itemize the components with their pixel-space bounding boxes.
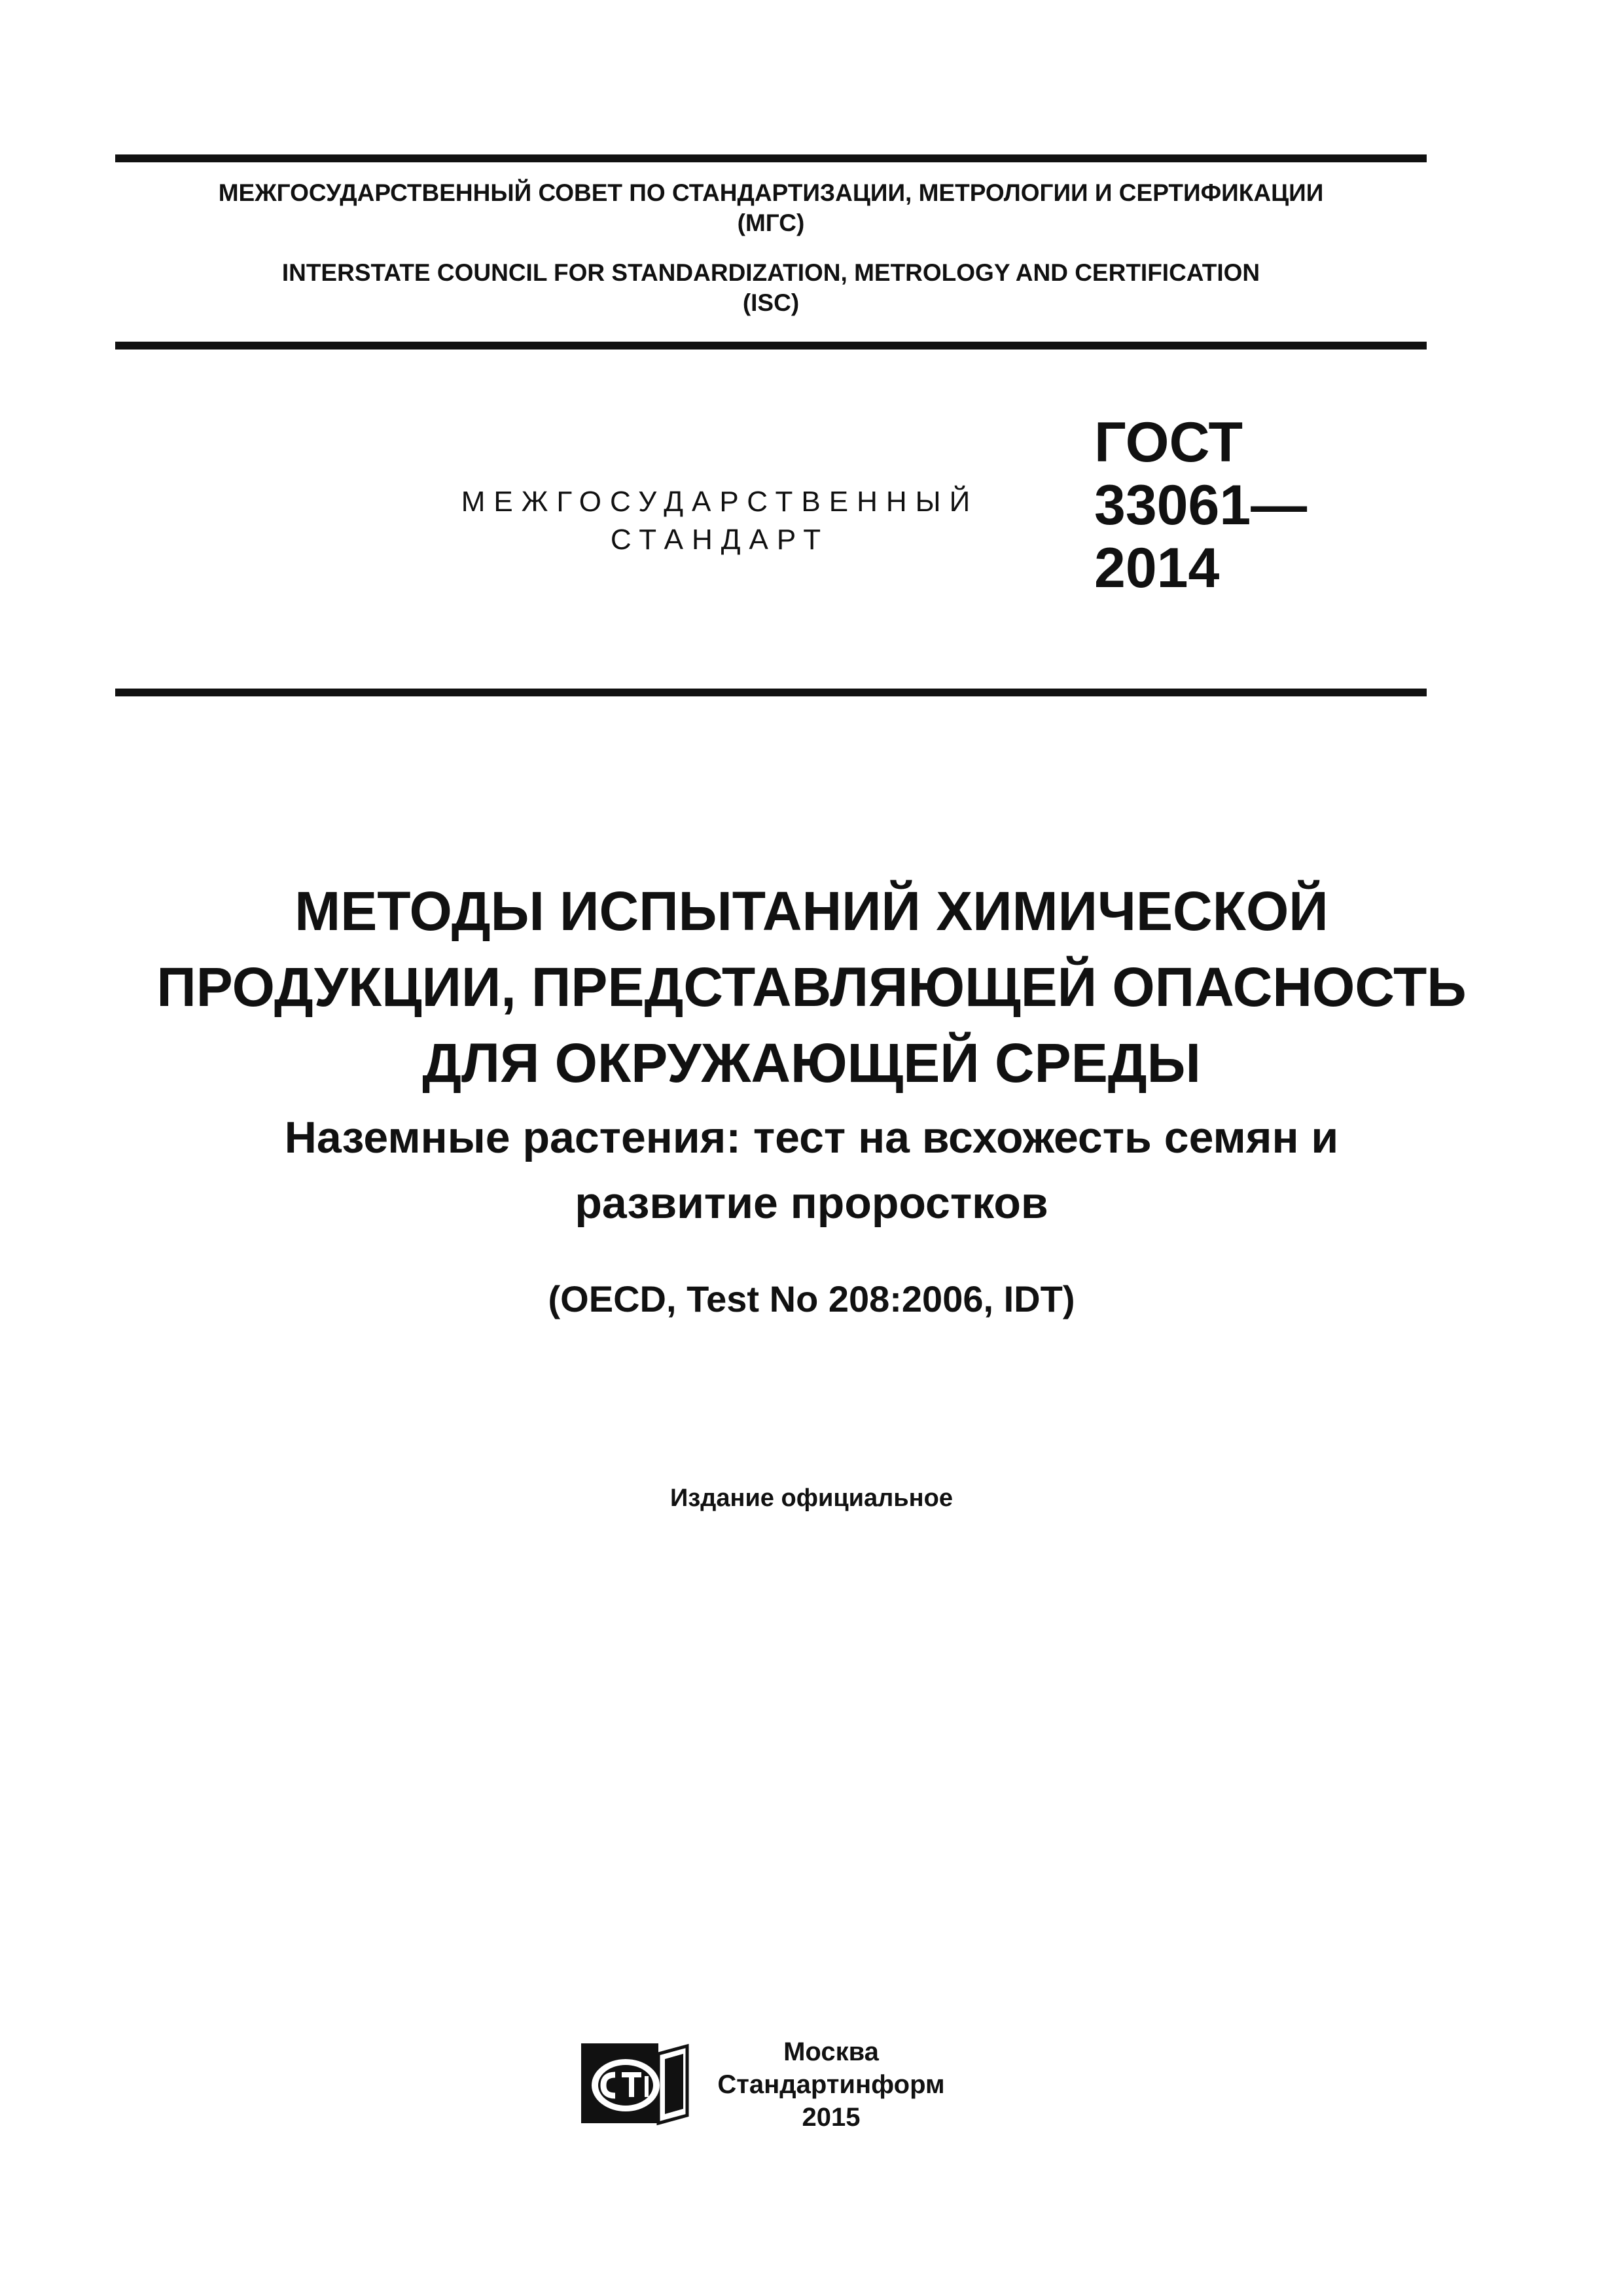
edition-note: Издание официальное bbox=[670, 1484, 953, 1512]
title-line3: ДЛЯ ОКРУЖАЮЩЕЙ СРЕДЫ bbox=[422, 1032, 1201, 1094]
gost-line3: 2014 bbox=[1094, 537, 1220, 600]
title-line2: ПРОДУКЦИИ, ПРЕДСТАВЛЯЮЩЕЙ ОПАСНОСТЬ bbox=[156, 956, 1467, 1018]
middle-rule bbox=[115, 342, 1427, 350]
gost-line2: 33061— bbox=[1094, 474, 1308, 537]
standard-reference: (OECD, Test No 208:2006, IDT) bbox=[548, 1278, 1075, 1319]
bottom-rule bbox=[115, 689, 1427, 696]
council-en-line1: INTERSTATE COUNCIL FOR STANDARDIZATION, METROLOGY AND CERTIFICATION bbox=[281, 259, 1260, 286]
subtitle-line2: развитие проростков bbox=[575, 1178, 1048, 1228]
publication-year: 2015 bbox=[802, 2103, 861, 2132]
council-name-ru bbox=[115, 178, 1427, 238]
title-line1: МЕТОДЫ ИСПЫТАНИЙ ХИМИЧЕСКОЙ bbox=[294, 880, 1329, 942]
document-title bbox=[79, 873, 1544, 1101]
standartinform-logo-icon bbox=[579, 2041, 690, 2127]
council-name-en bbox=[115, 258, 1427, 318]
publisher-block bbox=[694, 2036, 969, 2134]
publisher-city: Москва bbox=[783, 2037, 879, 2066]
subtitle-line1: Наземные растения: тест на всхожесть семян и bbox=[284, 1113, 1339, 1162]
standard-label-line1: МЕЖГОСУДАРСТВЕННЫЙ bbox=[461, 486, 979, 518]
document-subtitle bbox=[79, 1105, 1544, 1236]
top-rule bbox=[115, 154, 1427, 162]
council-en-line2: (ISC) bbox=[742, 289, 800, 316]
gost-designation bbox=[1094, 411, 1395, 600]
gost-line1: ГОСТ bbox=[1094, 411, 1243, 474]
standard-type-label bbox=[406, 483, 1034, 559]
council-ru-line1: МЕЖГОСУДАРСТВЕННЫЙ СОВЕТ ПО СТАНДАРТИЗАЦИИ, МЕТРОЛОГИИ И СЕРТИФИКАЦИИ bbox=[218, 179, 1324, 206]
council-ru-line2: (МГС) bbox=[737, 209, 805, 236]
standard-label-line2: СТАНДАРТ bbox=[610, 524, 830, 556]
publisher-name: Стандартинформ bbox=[717, 2070, 945, 2099]
